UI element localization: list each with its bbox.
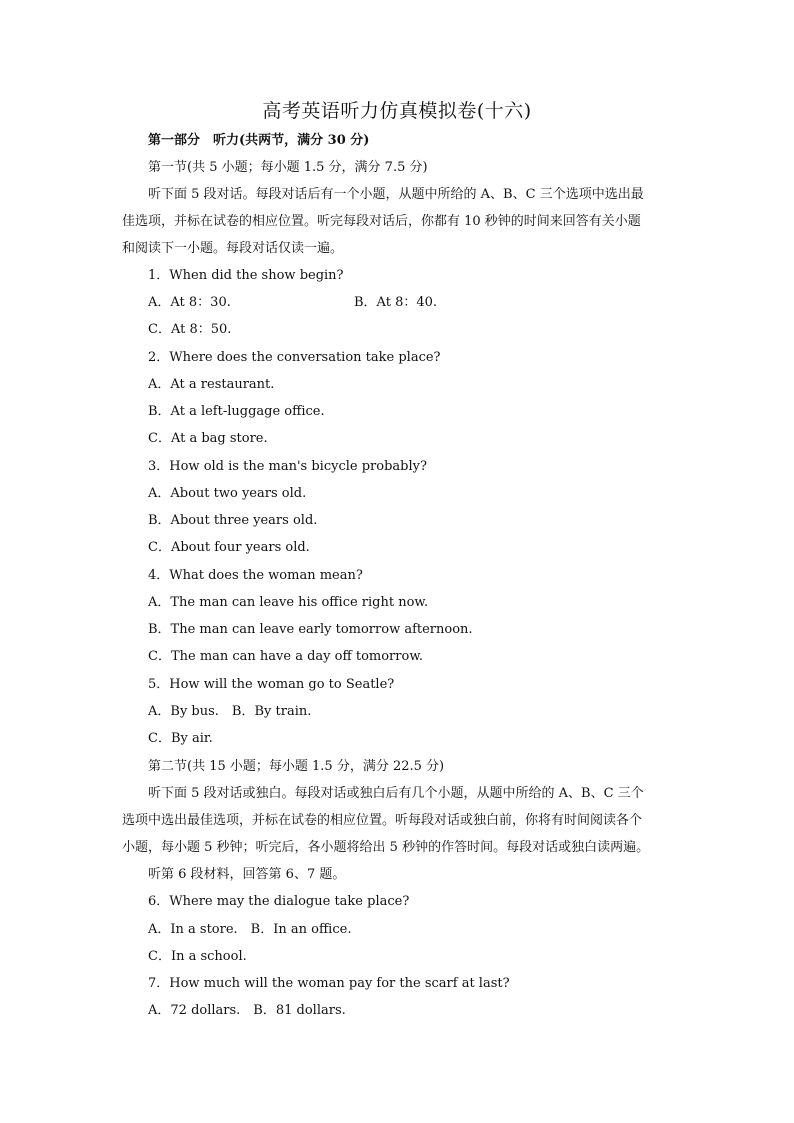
question-2-option-a: A．At a restaurant. [148,377,275,392]
question-4-stem: 4．What does the woman mean? [148,568,363,583]
page-title: 高考英语听力仿真模拟卷(十六) [262,100,532,122]
section1-instructions-line2: 佳选项，并标在试卷的相应位置。听完每段对话后，你都有 10 秒钟的时间来回答有关小题 [122,214,641,229]
section2-instructions-line3: 小题，每小题 5 秒钟；听完后，各小题将给出 5 秒钟的作答时间。每段对话或独白读两遍。 [122,840,650,855]
question-6-option-c: C．In a school. [148,949,247,964]
question-4-option-c: C．The man can have a day off tomorrow. [148,649,424,664]
question-6-options-ab: A．In a store. B．In an office. [148,922,352,937]
question-4-option-a: A．The man can leave his office right now. [148,595,429,610]
material-6-heading: 听第 6 段材料，回答第 6、7 题。 [148,867,346,882]
question-3-stem: 3．How old is the man's bicycle probably? [148,459,427,474]
section2-heading: 第二节(共 15 小题；每小题 1.5 分，满分 22.5 分) [148,759,445,774]
question-7-stem: 7．How much will the woman pay for the scarf at last? [148,976,510,991]
question-1-option-b: B．At 8：40. [354,295,438,310]
question-1-option-a: A．At 8：30. [148,295,231,310]
question-6-stem: 6．Where may the dialogue take place? [148,894,410,909]
question-1-stem: 1．When did the show begin? [148,268,344,283]
question-5-options-ab: A．By bus. B．By train. [148,704,312,719]
question-5-stem: 5．How will the woman go to Seatle? [148,677,395,692]
question-3-option-c: C．About four years old. [148,540,310,555]
question-3-option-a: A．About two years old. [148,486,307,501]
question-2-stem: 2．Where does the conversation take place? [148,350,441,365]
question-4-option-b: B．The man can leave early tomorrow afternoon. [148,622,473,637]
section1-heading: 第一节(共 5 小题；每小题 1.5 分，满分 7.5 分) [148,160,428,175]
question-2-option-b: B．At a left-luggage office. [148,404,325,419]
part1-heading: 第一部分 听力(共两节，满分 30 分) [148,133,370,148]
question-5-option-c: C．By air. [148,731,213,746]
section1-instructions-line1: 听下面 5 段对话。每段对话后有一个小题，从题中所给的 A、B、C 三个选项中选出最 [148,187,644,202]
section2-instructions-line1: 听下面 5 段对话或独白。每段对话或独白后有几个小题，从题中所给的 A、B、C 三个 [148,786,644,801]
question-7-options-ab: A．72 dollars. B．81 dollars. [148,1003,346,1018]
question-3-option-b: B．About three years old. [148,513,318,528]
section2-instructions-line2: 选项中选出最佳选项，并标在试卷的相应位置。听每段对话或独白前，你将有时间阅读各个 [122,813,643,828]
question-2-option-c: C．At a bag store. [148,431,268,446]
question-1-option-c: C．At 8：50. [148,322,232,337]
section1-instructions-line3: 和阅读下一小题。每段对话仅读一遍。 [122,241,344,256]
